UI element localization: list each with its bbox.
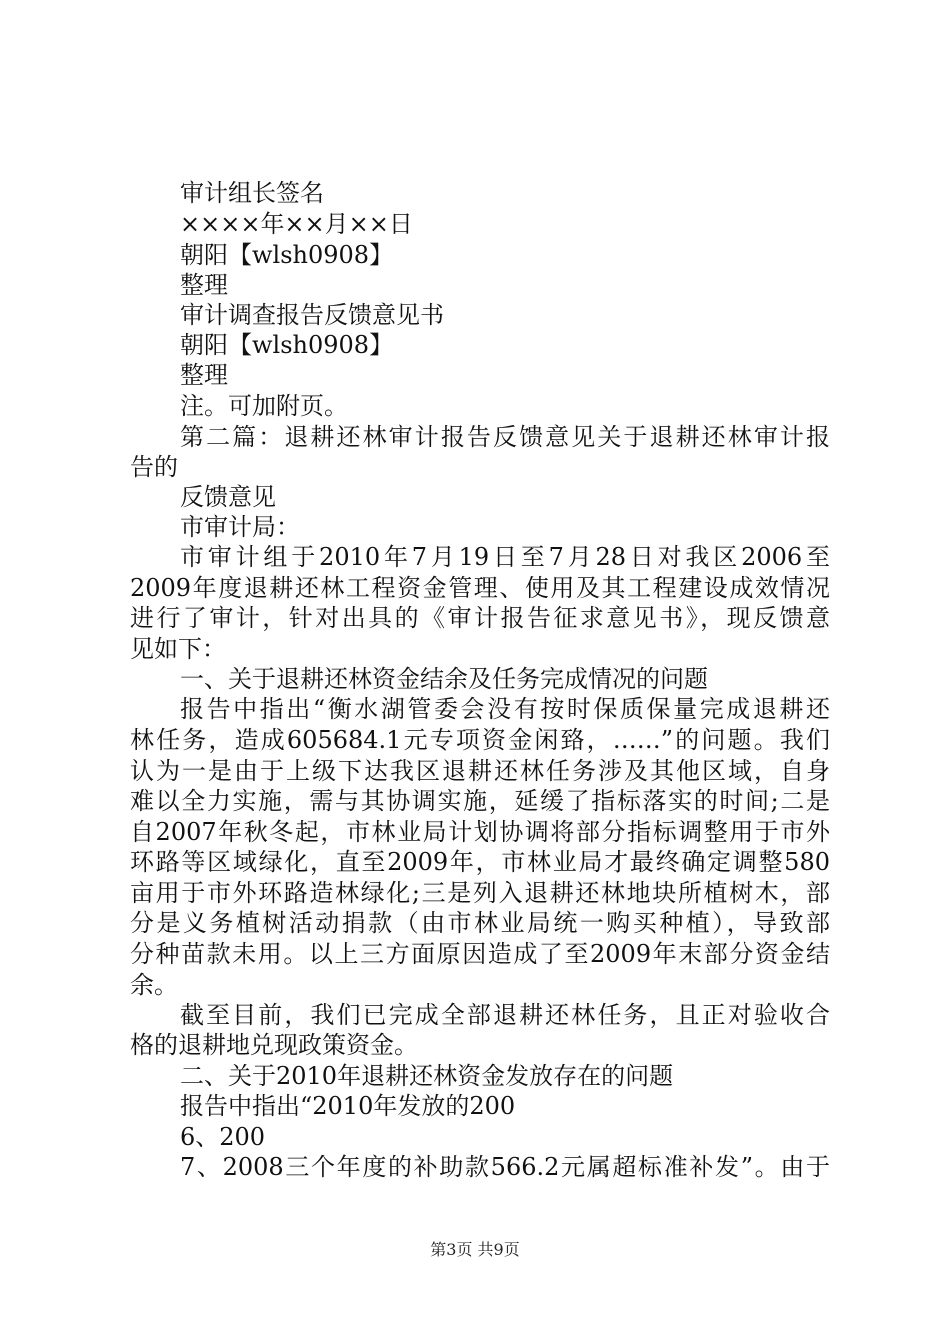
paragraph-line: 报告中指出“2010年发放的200 [180, 1092, 516, 1120]
text-line: 审计组长签名 [180, 179, 324, 207]
paragraph-line: 截至目前，我们已完成全部退耕还林任务，且正对验收合 [180, 1001, 830, 1029]
paragraph-line: 环路等区域绿化，直至2009年，市林业局才最终确定调整580 [130, 848, 830, 876]
paragraph-line: 自2007年秋冬起，市林业局计划协调将部分指标调整用于市外 [130, 818, 830, 846]
page-number-footer: 第3页 共9页 [430, 1240, 520, 1259]
paragraph-line: 林任务，造成605684.1元专项资金闲臵，……”的问题。我们 [130, 726, 830, 754]
subheading-line: 一、关于退耕还林资金结余及任务完成情况的问题 [180, 665, 708, 693]
text-line: ××××年××月××日 [180, 210, 413, 238]
text-line: 整理 [180, 361, 228, 389]
addressee-line: 市审计局： [180, 513, 300, 541]
section-heading-line: 告的 [130, 453, 178, 481]
text-line: 反馈意见 [180, 483, 276, 511]
paragraph-line: 市审计组于2010年7月19日至7月28日对我区2006至 [180, 543, 830, 571]
paragraph-line: 6、200 [180, 1123, 266, 1151]
text-line: 审计调查报告反馈意见书 [180, 301, 444, 329]
paragraph-line: 分是义务植树活动捐款（由市林业局统一购买种植），导致部 [130, 909, 830, 937]
paragraph-line: 难以全力实施，需与其协调实施，延缓了指标落实的时间;二是 [130, 787, 830, 815]
paragraph-line: 亩用于市外环路造林绿化;三是列入退耕还林地块所植树木，部 [130, 879, 830, 907]
paragraph-line: 格的退耕地兑现政策资金。 [130, 1031, 418, 1059]
paragraph-line: 见如下： [130, 635, 226, 663]
text-line: 注。可加附页。 [180, 392, 348, 420]
section-heading-line: 第二篇：退耕还林审计报告反馈意见关于退耕还林审计报 [180, 423, 830, 451]
paragraph-line: 进行了审计，针对出具的《审计报告征求意见书》，现反馈意 [130, 604, 830, 632]
paragraph-line: 7、2008三个年度的补助款566.2元属超标准补发”。由于 [180, 1153, 830, 1181]
paragraph-line: 分种苗款未用。以上三方面原因造成了至2009年末部分资金结 [130, 940, 830, 968]
paragraph-line: 认为一是由于上级下达我区退耕还林任务涉及其他区域，自身 [130, 757, 830, 785]
subheading-line: 二、关于2010年退耕还林资金发放存在的问题 [180, 1062, 674, 1090]
paragraph-line: 余。 [130, 971, 178, 999]
text-line: 朝阳【wlsh0908】 [180, 331, 394, 359]
paragraph-line: 2009年度退耕还林工程资金管理、使用及其工程建设成效情况 [130, 574, 830, 602]
text-line: 朝阳【wlsh0908】 [180, 241, 394, 269]
paragraph-line: 报告中指出“衡水湖管委会没有按时保质保量完成退耕还 [180, 695, 830, 723]
text-line: 整理 [180, 271, 228, 299]
